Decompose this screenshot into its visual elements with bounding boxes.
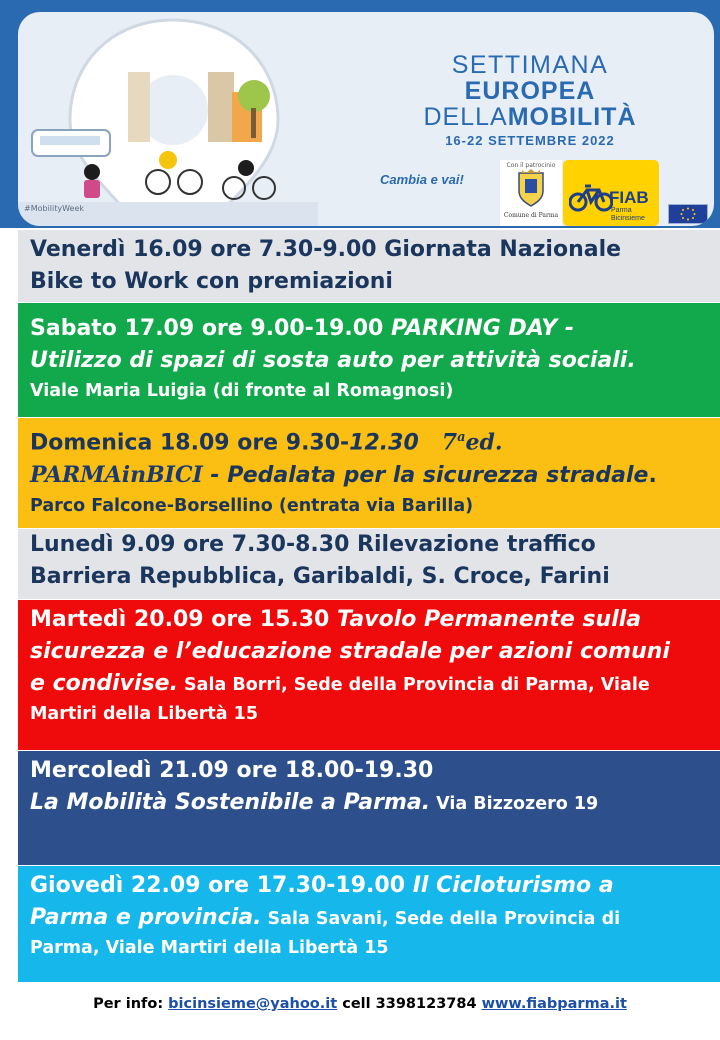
event-tuesday-line-1 (30, 600, 720, 636)
comune-di-parma-logo (500, 160, 562, 226)
event-sunday-line-2 (30, 459, 720, 492)
mobility-illustration (18, 12, 318, 226)
event-sunday-line-1 (30, 418, 720, 459)
contact-footer (0, 996, 720, 1012)
event-tuesday-line-2: sicurezza e l’educazione stradale per azioni comuni (30, 639, 670, 664)
eu-flag-icon (668, 204, 708, 224)
parking-day-title: PARKING DAY - (391, 316, 574, 341)
fiab-city: Parma (611, 207, 632, 214)
event-thursday-location: Sala Savani, Sede della Provincia di (261, 909, 621, 929)
event-wednesday-title: La Mobilità Sostenibile a Parma. (30, 790, 431, 815)
edition-superscript: a (457, 430, 466, 445)
event-tuesday-title: Tavolo Permanente sulla (337, 607, 642, 632)
comune-name: Comune di Parma (503, 212, 559, 219)
event-tuesday-time: Martedì 20.09 ore 15.30 (30, 607, 338, 632)
event-saturday-description: Utilizzo di spazi di sosta auto per attività sociali. (30, 348, 636, 373)
banner-panel (18, 12, 714, 226)
event-wednesday-line-2 (30, 787, 720, 819)
event-saturday-location: Viale Maria Luigia (di fronte al Romagnosi) (30, 381, 454, 401)
title-line-3 (350, 104, 710, 130)
event-sunday-end-time: 12.30 (349, 430, 419, 456)
website-link[interactable]: www.fiabparma.it (481, 996, 627, 1012)
event-title (350, 52, 710, 148)
event-friday (18, 230, 720, 302)
event-sunday-description: - Pedalata per la sicurezza stradale (202, 463, 649, 489)
title-line-2: EUROPEA (464, 77, 596, 105)
event-thursday (18, 866, 720, 982)
event-sunday-location: Parco Falcone-Borsellino (entrata via Barilla) (30, 496, 474, 517)
edition-number: 7 (441, 429, 458, 456)
event-thursday-address: Parma, Viale Martiri della Libertà 15 (30, 938, 389, 958)
info-label: Per info: (93, 996, 169, 1012)
event-saturday (18, 303, 720, 417)
event-monday-line-2: Barriera Repubblica, Garibaldi, S. Croce, Farini (30, 564, 610, 589)
event-tuesday-line-3 (30, 668, 720, 700)
email-link[interactable]: bicinsieme@yahoo.it (168, 996, 338, 1012)
event-thursday-title: Il Cicloturismo a (412, 873, 614, 898)
mobility-week-hashtag: #MobilityWeek (24, 204, 85, 213)
event-monday (18, 529, 720, 599)
event-thursday-title-end: Parma e provincia. (30, 905, 262, 930)
phone-number: cell 3398123784 (337, 996, 482, 1012)
fiab-association: Bicinsieme (611, 215, 645, 222)
event-thursday-line-1 (30, 866, 720, 902)
fiab-name: FIAB (609, 188, 649, 207)
event-tuesday-location: Sala Borri, Sede della Provincia di Parma, Viale (177, 675, 650, 695)
event-sunday-period: . (648, 463, 657, 489)
slogan: Cambia e vai! (380, 172, 464, 187)
event-dates: 16-22 SETTEMBRE 2022 (445, 133, 615, 148)
event-saturday-line-1 (30, 303, 720, 345)
event-tuesday (18, 600, 720, 750)
event-friday-line-2: Bike to Work con premiazioni (30, 269, 393, 294)
event-thursday-time: Giovedì 22.09 ore 17.30-19.00 (30, 873, 413, 898)
event-friday-line-1: Venerdì 16.09 ore 7.30-9.00 Giornata Nazionale (30, 237, 622, 262)
edition-label: ed. (465, 429, 503, 456)
event-monday-line-1: Lunedì 9.09 ore 7.30-8.30 Rilevazione traffico (30, 532, 596, 557)
event-sunday (18, 418, 720, 528)
fiab-logo (563, 160, 659, 226)
patrocinio-text: Con il patrocinio (506, 162, 556, 169)
title-line-1: SETTIMANA (451, 51, 609, 79)
event-tuesday-address: Martiri della Libertà 15 (30, 704, 259, 724)
event-sunday-time: Domenica 18.09 ore 9.30- (30, 430, 350, 456)
left-margin (0, 228, 18, 1040)
bicycle-icon (569, 182, 613, 212)
title-line-3-a: DELLA (423, 103, 508, 131)
event-thursday-line-2 (30, 902, 720, 934)
header-banner (0, 0, 720, 228)
event-saturday-time: Sabato 17.09 ore 9.00-19.00 (30, 316, 392, 341)
event-wednesday-location: Via Bizzozero 19 (430, 794, 599, 814)
title-line-3-b: MOBILITÀ (507, 103, 637, 131)
event-tuesday-title-end: e condivise. (30, 671, 178, 696)
coat-of-arms-icon (516, 169, 546, 207)
event-wednesday (18, 751, 720, 865)
parmainbici-title: PARMAinBICI (30, 462, 203, 489)
event-wednesday-line-1: Mercoledì 21.09 ore 18.00-19.30 (30, 758, 434, 783)
